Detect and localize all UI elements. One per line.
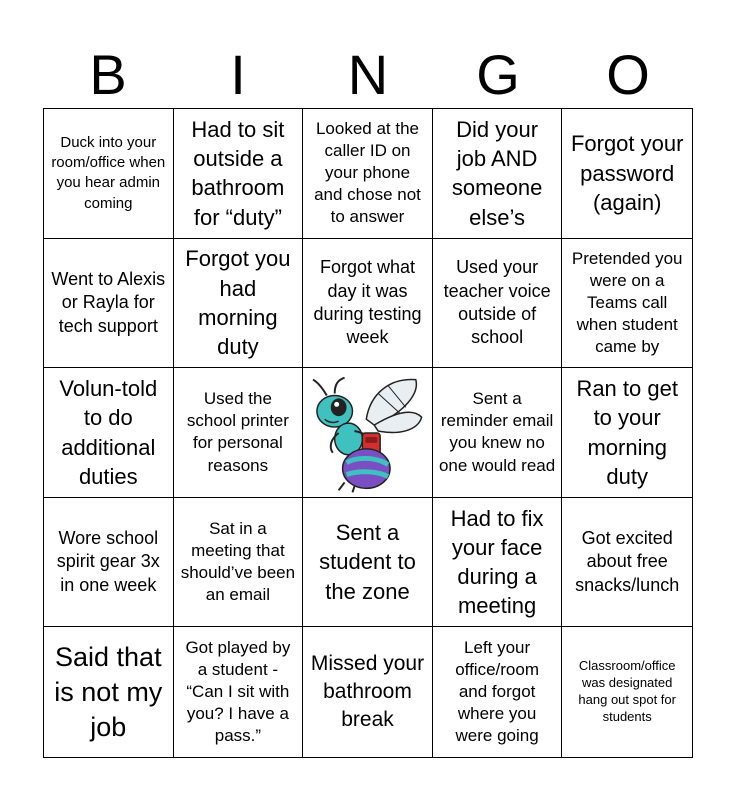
cell-text: Duck into your room/office when you hear admin coming [51, 133, 166, 212]
cell-text: Sent a student to the zone [319, 520, 416, 604]
free-space[interactable] [303, 368, 433, 498]
header-letter-i: I [230, 43, 246, 106]
bingo-cell[interactable] [174, 627, 304, 757]
cell-text: Missed your bathroom break [310, 651, 425, 732]
bingo-cell[interactable] [44, 368, 174, 498]
bingo-cell[interactable] [433, 239, 563, 369]
bingo-header [43, 42, 693, 108]
bingo-cell[interactable] [433, 627, 563, 757]
cell-text: Forgot your password (again) [570, 131, 684, 215]
cell-text: Classroom/office was designated hang out spot for students [578, 658, 676, 725]
header-letter-n: N [347, 43, 389, 106]
cell-text: Volun-told to do additional duties [59, 376, 158, 489]
bingo-cell[interactable] [433, 368, 563, 498]
bingo-cell[interactable] [303, 498, 433, 628]
cell-text: Sent a reminder email you knew no one would read [438, 389, 556, 475]
bingo-cell[interactable] [562, 239, 692, 369]
bingo-cell[interactable] [562, 627, 692, 757]
bingo-cell[interactable] [174, 368, 304, 498]
cell-text: Looked at the caller ID on your phone and chose not to answer [314, 119, 421, 227]
cell-text: Had to fix your face during a meeting [450, 505, 544, 619]
bingo-board [43, 108, 693, 758]
bingo-cell[interactable] [562, 498, 692, 628]
cell-text: Forgot what day it was during testing week [313, 257, 422, 348]
cell-text: Got excited about free snacks/lunch [575, 528, 680, 595]
cell-text: Wore school spirit gear 3x in one week [56, 528, 160, 595]
cell-text: Used the school printer for personal reasons [186, 389, 289, 475]
bingo-cell[interactable] [174, 498, 304, 628]
bingo-cell[interactable] [303, 627, 433, 757]
bingo-cell[interactable] [303, 239, 433, 369]
header-letter-o: O [606, 43, 650, 106]
cell-text: Ran to get to your morning duty [576, 376, 678, 489]
cell-text: Had to sit outside a bathroom for “duty” [191, 116, 285, 230]
cell-text: Went to Alexis or Rayla for tech support [51, 268, 166, 336]
bingo-cell[interactable] [562, 368, 692, 498]
bingo-cell[interactable] [303, 109, 433, 239]
bingo-cell[interactable] [433, 109, 563, 239]
cell-text: Got played by a student - “Can I sit with you? I have a pass.” [185, 637, 291, 746]
cell-text: Forgot you had morning duty [185, 246, 291, 360]
bingo-cell[interactable] [44, 109, 174, 239]
hornet-mascot-icon [309, 373, 426, 493]
cell-text: Said that is not my job [54, 641, 163, 742]
cell-text: Used your teacher voice outside of school [443, 257, 551, 348]
bingo-cell[interactable] [174, 239, 304, 369]
bingo-cell[interactable] [44, 239, 174, 369]
cell-text: Left your office/room and forgot where you were going [455, 637, 539, 746]
cell-text: Pretended you were on a Teams call when student came by [571, 248, 683, 357]
header-letter-g: G [476, 43, 520, 106]
header-letter-b: B [89, 43, 127, 106]
cell-text: Sat in a meeting that should’ve been an email [180, 518, 296, 605]
bingo-cell[interactable] [433, 498, 563, 628]
bingo-cell[interactable] [44, 498, 174, 628]
bingo-cell[interactable] [562, 109, 692, 239]
bingo-cell[interactable] [174, 109, 304, 239]
bingo-cell[interactable] [44, 627, 174, 757]
cell-text: Did your job AND someone else’s [451, 116, 543, 230]
